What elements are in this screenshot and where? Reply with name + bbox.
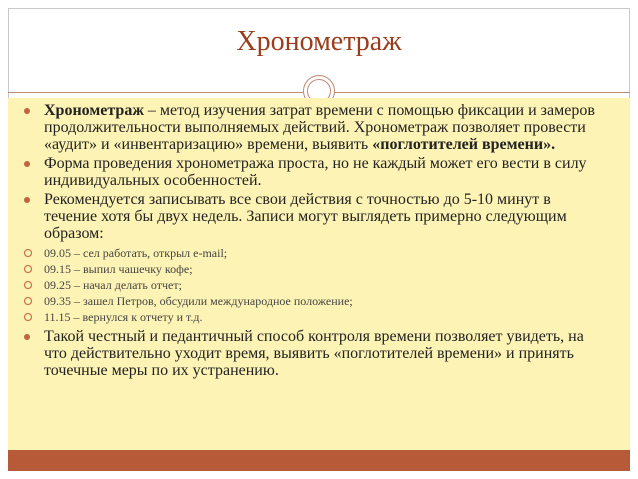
sub-item-text: 09.05 – сел работать, открыл e-mail; bbox=[44, 246, 228, 260]
bullet-text: Такой честный и педантичный способ контроля времени позволяет увидеть, на что действительно уходит время, выявить «поглотителей времени» и принять точечные меры по их устранению. bbox=[44, 328, 584, 379]
sub-list-item bbox=[24, 261, 604, 277]
slide-title: Хронометраж bbox=[236, 26, 402, 57]
sub-list bbox=[44, 245, 604, 325]
sub-list-item bbox=[24, 309, 604, 325]
bullet-item-definition bbox=[24, 102, 604, 153]
ring-bullet-icon bbox=[24, 281, 32, 289]
title-divider-left bbox=[8, 92, 307, 93]
definition-text: – метод изучения затрат времени с помощью фиксации и замеров продолжительности выполняемых действий. Хронометраж позволяет провести «аудит» и «инвентаризацию» времени, выявить bbox=[44, 102, 595, 153]
ring-bullet-icon bbox=[24, 297, 32, 305]
bullet-item-form bbox=[24, 155, 604, 189]
bullet-dot-icon bbox=[24, 334, 30, 340]
ring-bullet-icon bbox=[24, 249, 32, 257]
ring-bullet-icon bbox=[24, 313, 32, 321]
ring-bullet-icon bbox=[24, 265, 32, 273]
bold-term: Хронометраж bbox=[44, 102, 144, 119]
sub-item-text: 11.15 – вернулся к отчету и т.д. bbox=[44, 310, 203, 324]
title-divider-right bbox=[332, 92, 630, 93]
bullet-text: Рекомендуется записывать все свои действия с точностью до 5-10 минут в течение хотя бы двух недель. Записи могут выглядеть примерно следующим образом: bbox=[44, 191, 567, 242]
sub-list-item bbox=[24, 245, 604, 261]
bullet-text: Форма проведения хронометража проста, но не каждый может его вести в силу индивидуальных особенностей. bbox=[44, 155, 587, 189]
sub-list-item bbox=[24, 277, 604, 293]
bullet-dot-icon bbox=[24, 197, 30, 203]
bullet-dot-icon bbox=[24, 161, 30, 167]
bold-ending: «поглотителей времени». bbox=[372, 136, 556, 153]
bullet-list bbox=[24, 102, 604, 381]
sub-item-text: 09.35 – зашел Петров, обсудили международное положение; bbox=[44, 294, 353, 308]
bottom-accent-bar bbox=[8, 450, 630, 471]
sub-item-text: 09.25 – начал делать отчет; bbox=[44, 278, 182, 292]
sub-item-text: 09.15 – выпил чашечку кофе; bbox=[44, 262, 193, 276]
bullet-item-recommendation bbox=[24, 191, 604, 325]
bullet-item-conclusion bbox=[24, 328, 604, 379]
sub-list-item bbox=[24, 293, 604, 309]
bullet-dot-icon bbox=[24, 108, 30, 114]
